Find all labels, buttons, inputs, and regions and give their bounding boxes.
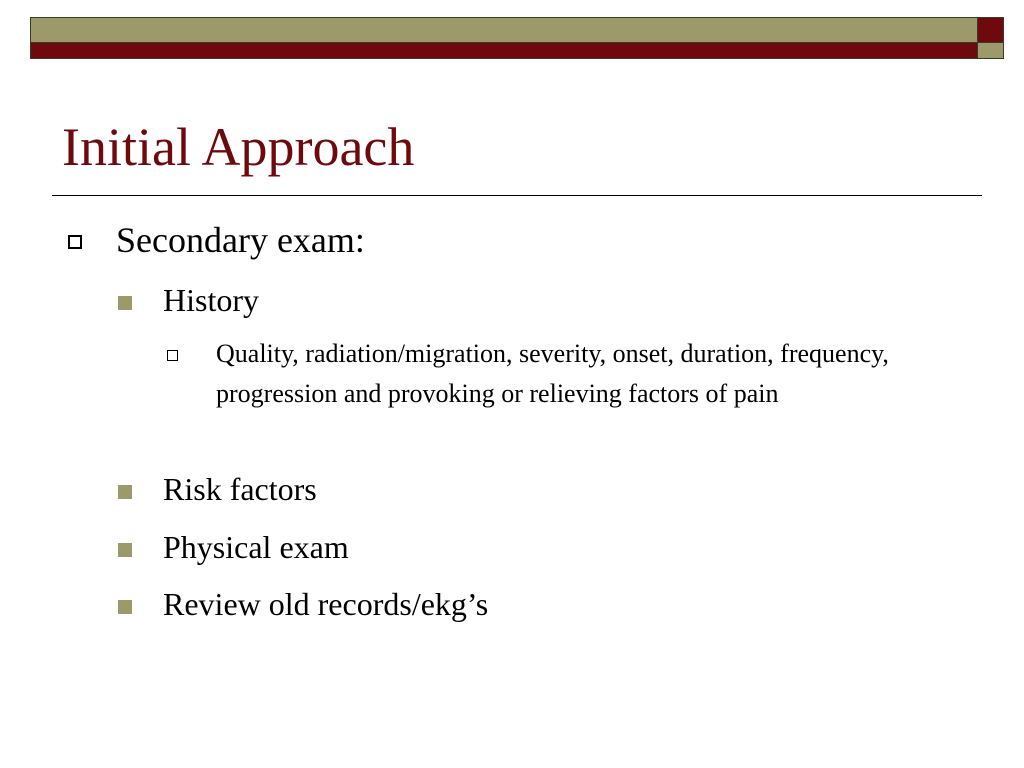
slide-title: Initial Approach bbox=[62, 117, 415, 177]
bullet-text: Secondary exam: bbox=[116, 220, 365, 260]
filled-square-bullet-icon bbox=[118, 543, 132, 557]
title-divider bbox=[52, 195, 982, 196]
filled-square-bullet-icon bbox=[118, 600, 132, 614]
bullet-text: Physical exam bbox=[163, 529, 349, 565]
bullet-text: Quality, radiation/migration, severity, onset, duration, frequency, progression and provoking or relieving factors of pain bbox=[216, 339, 889, 408]
header-maroon-bar bbox=[30, 42, 978, 59]
bullet-text: History bbox=[163, 282, 259, 318]
filled-square-bullet-icon bbox=[118, 296, 132, 310]
bullet-text: Review old records/ekg’s bbox=[163, 586, 489, 622]
header-maroon-square bbox=[977, 17, 1004, 43]
hollow-square-bullet-icon bbox=[167, 350, 178, 361]
header-olive-bar bbox=[30, 17, 978, 43]
filled-square-bullet-icon bbox=[118, 485, 132, 499]
hollow-square-bullet-icon bbox=[68, 235, 82, 249]
header-olive-square bbox=[977, 42, 1004, 59]
bullet-text: Risk factors bbox=[163, 471, 317, 507]
